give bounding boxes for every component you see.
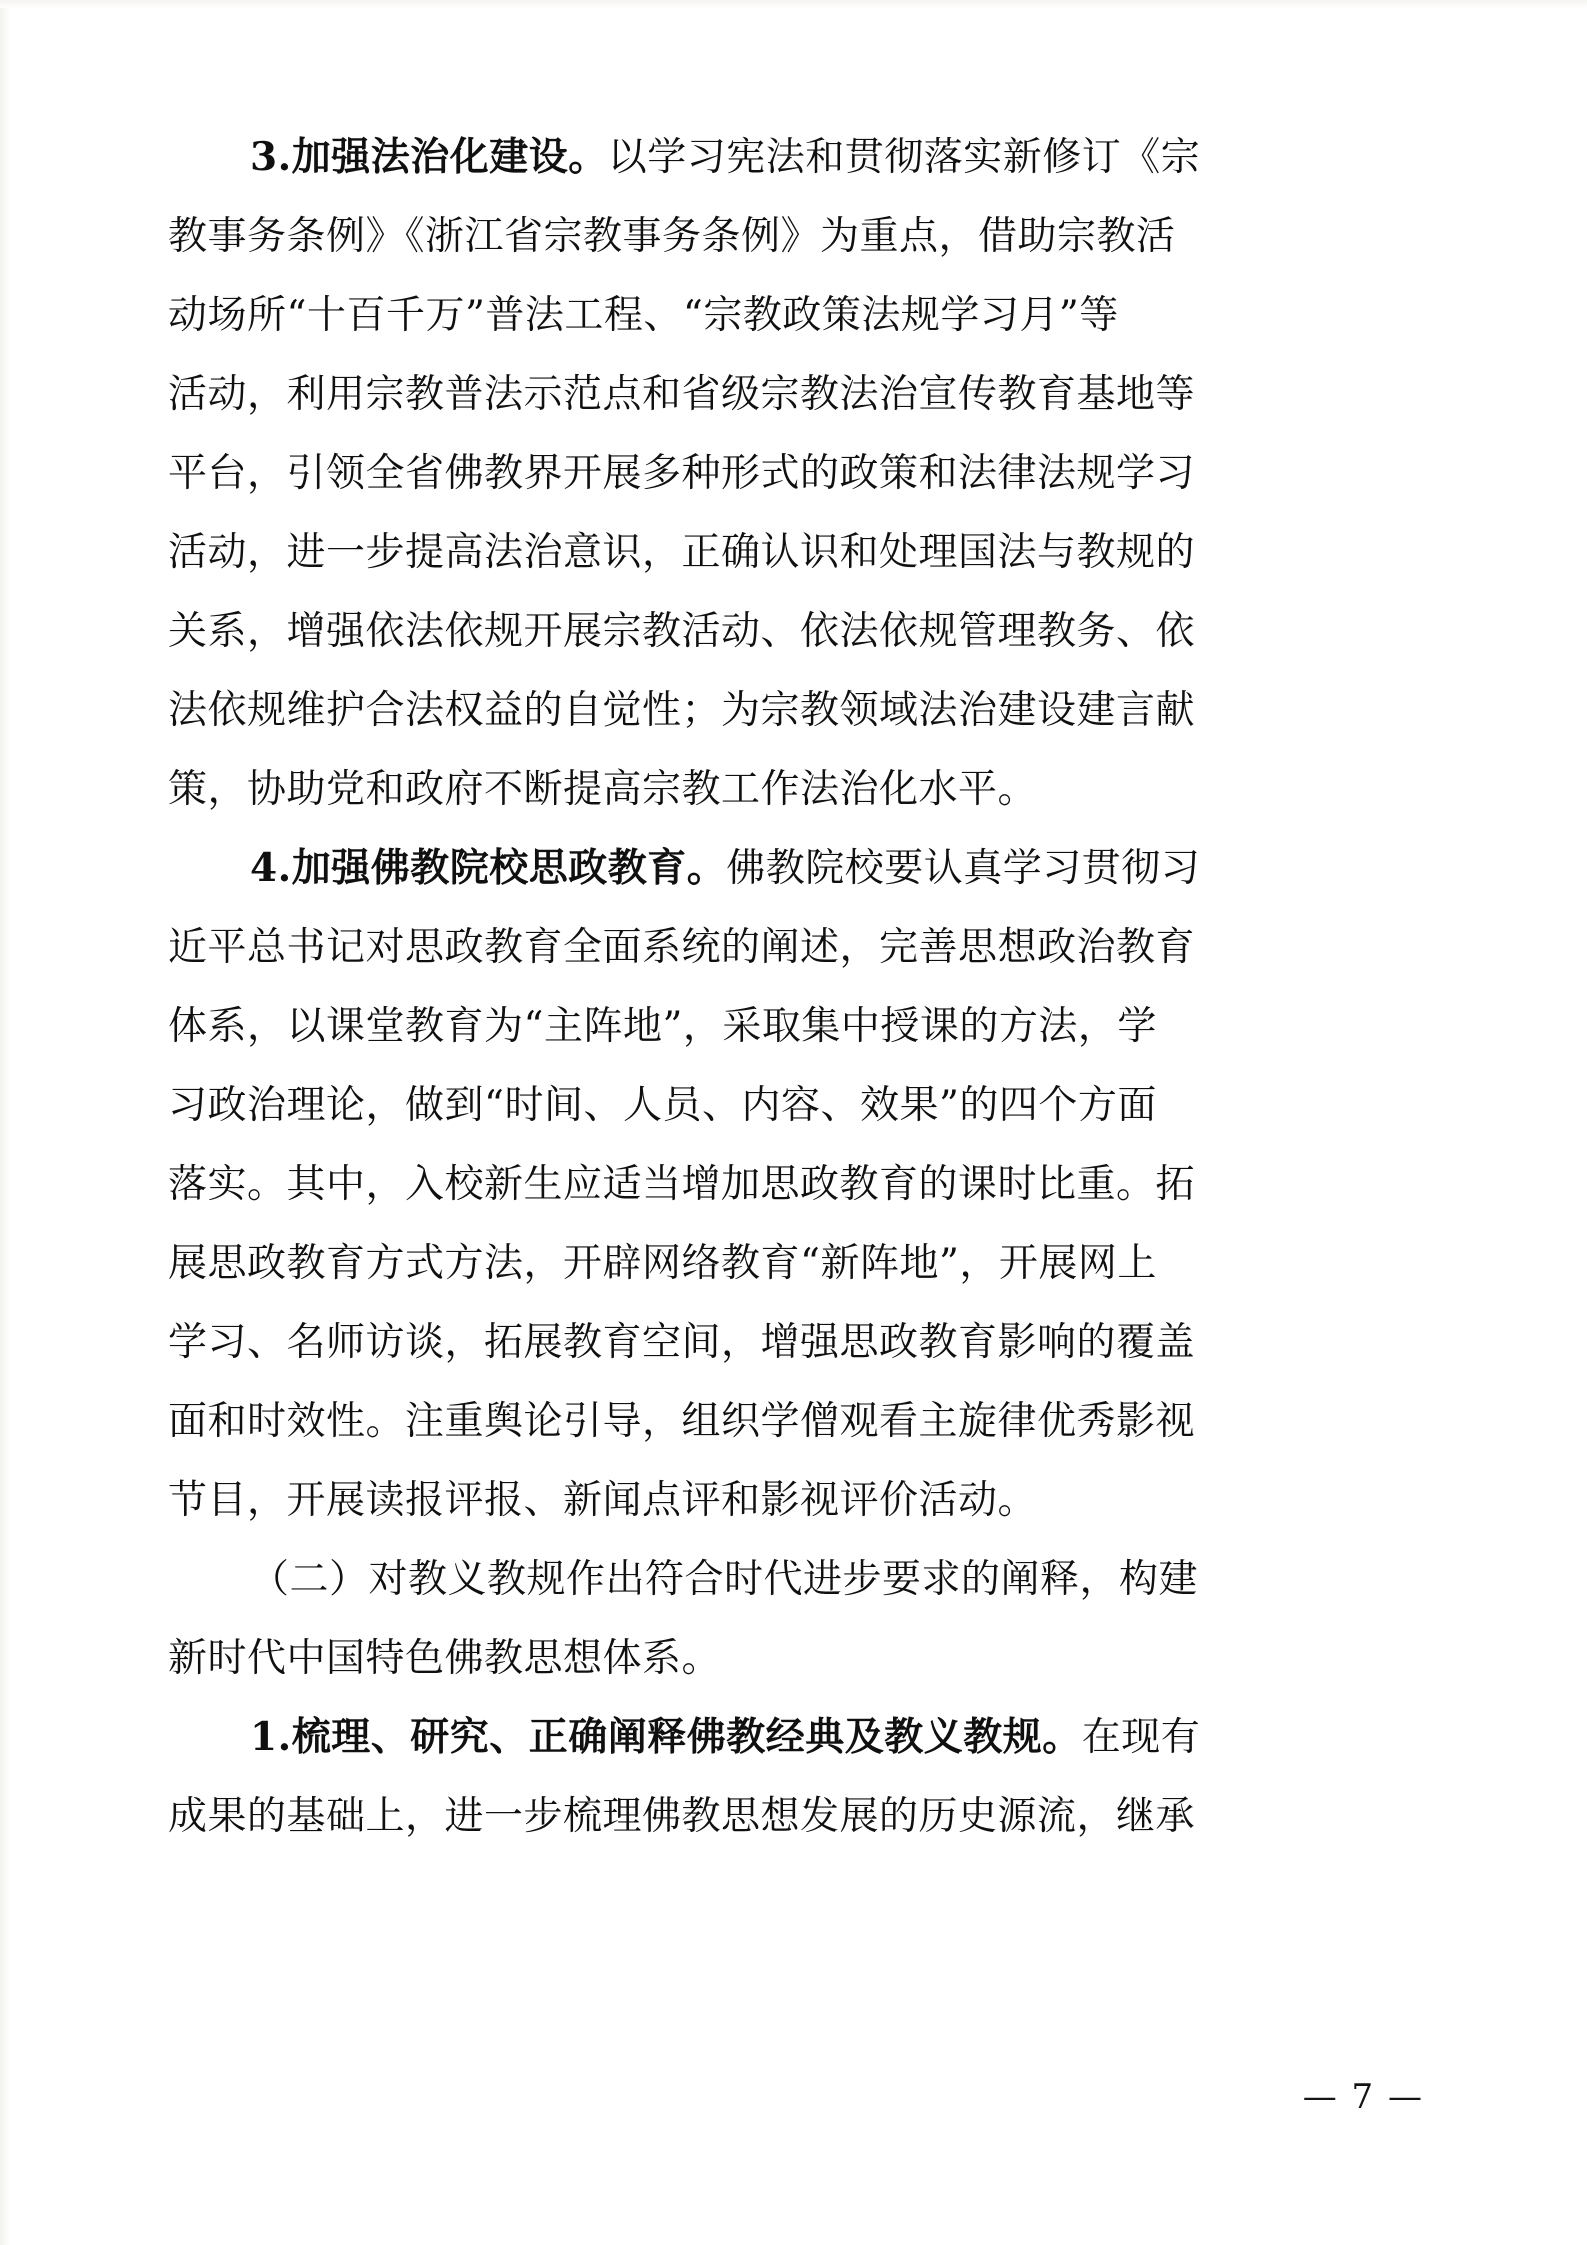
text-line: 展思政教育方式方法，开辟网络教育“新阵地”，开展网上: [168, 1241, 1157, 1286]
text-line: 落实。其中，入校新生应适当增加思政教育的课时比重。拓: [168, 1162, 1196, 1207]
scan-edge-top: [0, 0, 1587, 8]
text-line: [168, 829, 1201, 908]
run-in-heading: 3.加强法治化建设。: [250, 134, 608, 180]
paragraph-item-3: [168, 118, 1201, 829]
text-line: 平台，引领全省佛教界开展多种形式的政策和法律法规学习: [168, 451, 1196, 496]
text-line: 关系，增强依法依规开展宗教活动、依法依规管理教务、依: [168, 609, 1196, 654]
text-line: 活动，进一步提高法治意识，正确认识和处理国法与教规的: [168, 530, 1196, 575]
section-heading-two: [168, 1540, 1199, 1698]
run-in-heading: 1.梳理、研究、正确阐释佛教经典及教义教规。: [250, 1714, 1082, 1760]
text-line: 体系，以课堂教育为“主阵地”，采取集中授课的方法，学: [168, 1004, 1157, 1049]
text-run: 在现有: [1081, 1715, 1201, 1760]
text-line: 习政治理论，做到“时间、人员、内容、效果”的四个方面: [168, 1083, 1157, 1128]
paragraph-item-4: [168, 829, 1201, 1540]
page-text-body: [168, 118, 1201, 1856]
run-in-heading: 4.加强佛教院校思政教育。: [250, 845, 727, 891]
text-run: 佛教院校要认真学习贯彻习: [726, 846, 1201, 891]
text-line: 节目，开展读报评报、新闻点评和影视评价活动。: [168, 1478, 1038, 1523]
text-line: [168, 1698, 1201, 1777]
scan-edge-left: [0, 0, 10, 2245]
paragraph-item-1: [168, 1698, 1201, 1856]
text-line: （二）对教义教规作出符合时代进步要求的阐释，构建: [250, 1557, 1199, 1602]
text-line: 策，协助党和政府不断提高宗教工作法治化水平。: [168, 767, 1038, 812]
text-line: 新时代中国特色佛教思想体系。: [168, 1636, 722, 1681]
text-line: [168, 118, 1201, 197]
text-line: 成果的基础上，进一步梳理佛教思想发展的历史源流，继承: [168, 1794, 1196, 1839]
text-run: 以学习宪法和贯彻落实新修订《宗: [607, 135, 1201, 180]
page-number: — 7 —: [1302, 2077, 1424, 2117]
text-line: 近平总书记对思政教育全面系统的阐述，完善思想政治教育: [168, 925, 1196, 970]
text-line: 动场所“十百千万”普法工程、“宗教政策法规学习月”等: [168, 293, 1119, 338]
text-line: 教事务条例》《浙江省宗教事务条例》为重点，借助宗教活: [168, 214, 1176, 259]
text-line: 活动，利用宗教普法示范点和省级宗教法治宣传教育基地等: [168, 372, 1196, 417]
text-line: 面和时效性。注重舆论引导，组织学僧观看主旋律优秀影视: [168, 1399, 1196, 1444]
text-line: 学习、名师访谈，拓展教育空间，增强思政教育影响的覆盖: [168, 1320, 1196, 1365]
text-line: 法依规维护合法权益的自觉性；为宗教领域法治建设建言献: [168, 688, 1196, 733]
